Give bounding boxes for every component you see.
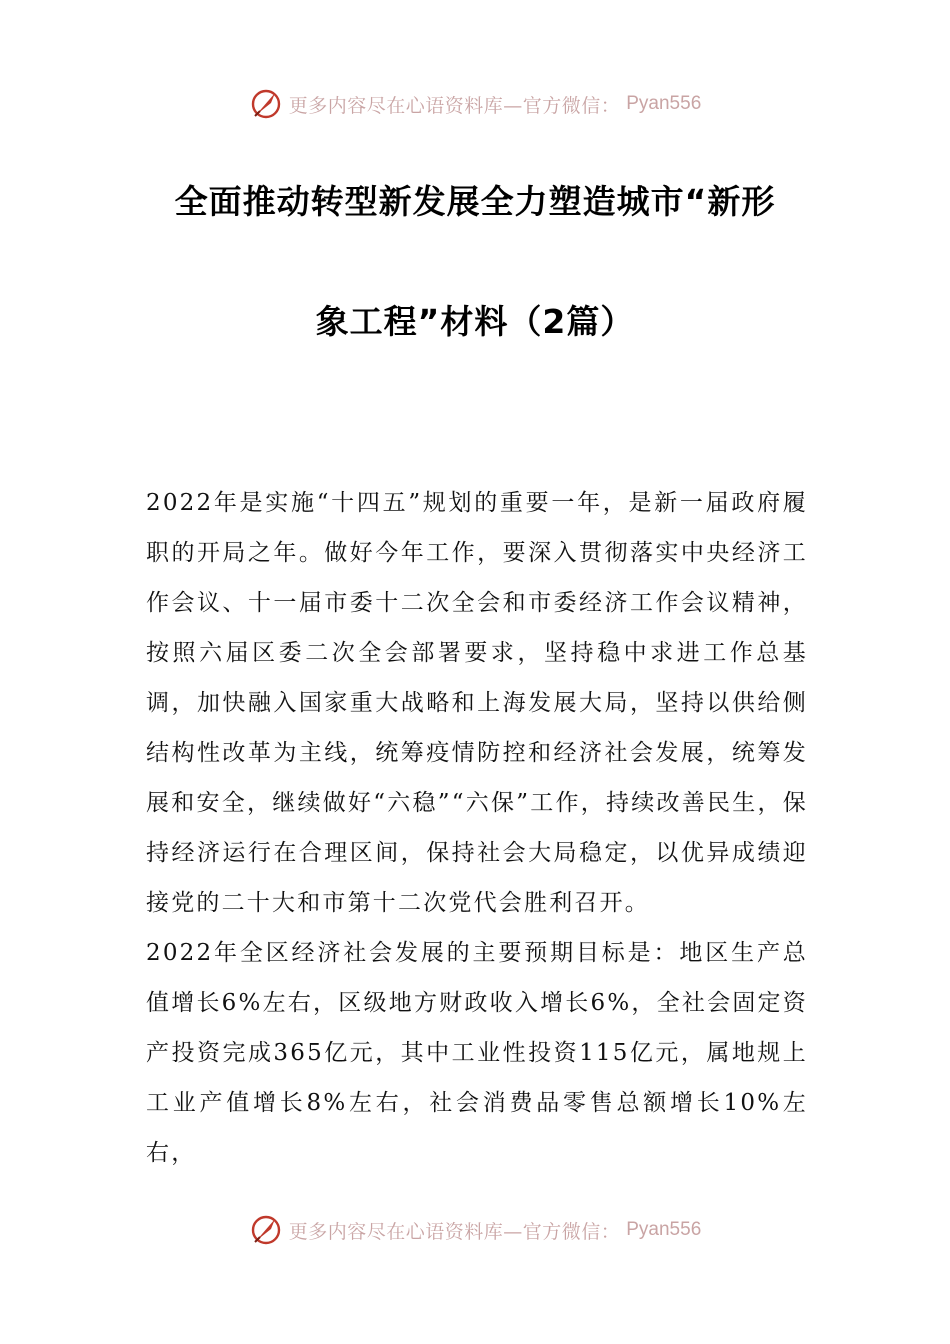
body-paragraph-2: 2022年全区经济社会发展的主要预期目标是：地区生产总值增长6%左右，区级地方财政收入增长6%，全社会固定资产投资完成365亿元，其中工业性投资115亿元，属地规上工业产值增长8%左右，社会消费品零售总额增长10%左右， [146,940,808,1166]
quill-logo-icon [249,87,283,121]
watermark-text: 更多内容尽在心语资料库—官方微信： [288,1220,621,1243]
document-title-line-2: 象工程”材料（2篇） [315,302,635,341]
quill-logo-icon [249,1213,283,1247]
watermark-text: 更多内容尽在心语资料库—官方微信： [288,94,621,117]
header-watermark [0,84,950,124]
body-paragraph-1: 2022年是实施“十四五”规划的重要一年，是新一届政府履职的开局之年。做好今年工作，要深入贯彻落实中央经济工作会议、十一届市委十二次全会和市委经济工作会议精神，按照六届区委二次全会部署要求，坚持稳中求进工作总基调，加快融入国家重大战略和上海发展大局，坚持以供给侧结构性改革为主线，统筹疫情防控和经济社会发展，统筹发展和安全，继续做好“六稳”“六保”工作，持续改善民生，保持经济运行在合理区间，保持社会大局稳定，以优异成绩迎接党的二十大和市第十二次党代会胜利召开。 [146,490,808,916]
document-title-line-1: 全面推动转型新发展全力塑造城市“新形 [174,182,776,221]
watermark-wechat-id: Pyan556 [626,1219,702,1240]
footer-watermark [0,1210,950,1250]
document-body [146,478,808,1178]
watermark-wechat-id: Pyan556 [626,93,702,114]
